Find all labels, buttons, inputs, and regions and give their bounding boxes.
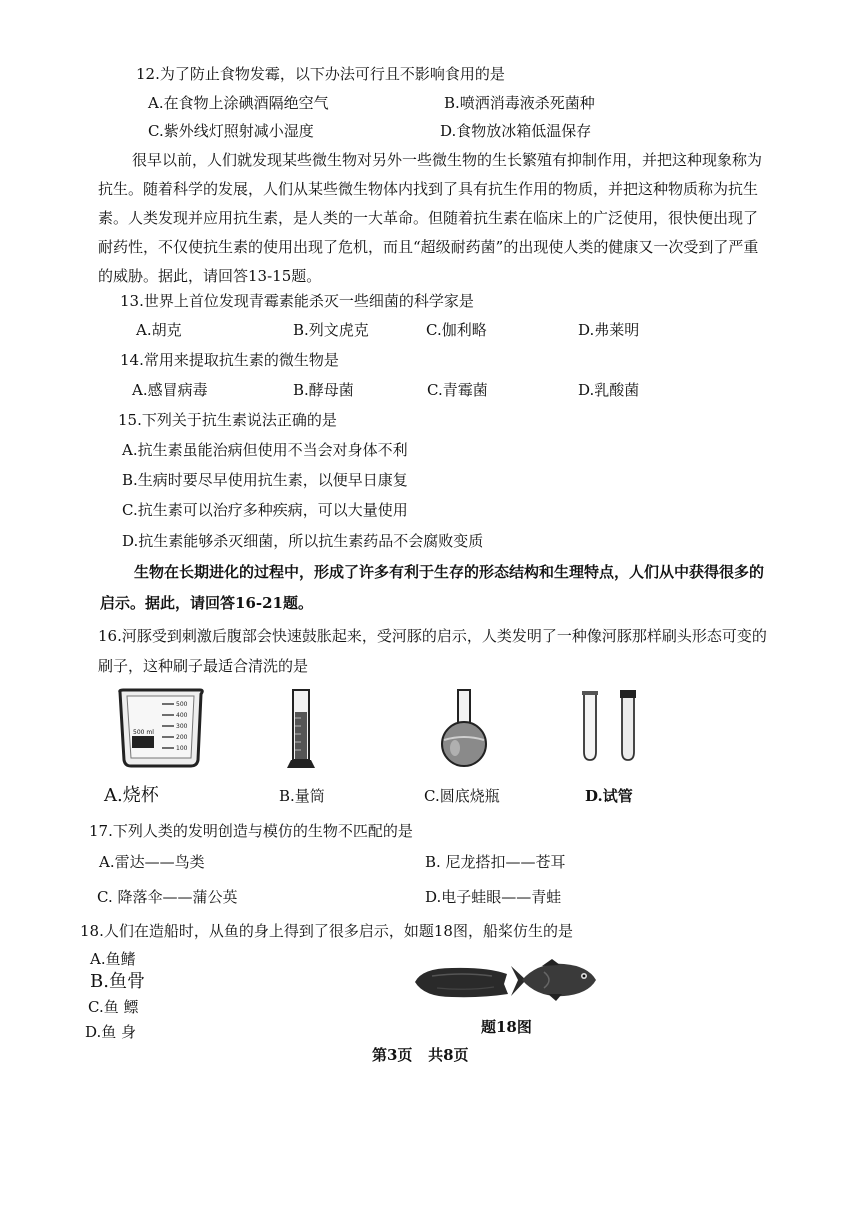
beaker-mark-300: 300 — [176, 723, 188, 730]
round-bottom-flask-image — [438, 688, 490, 768]
q16-option-b: B.量筒 — [279, 787, 325, 805]
passage-antibiotics-text: 很早以前，人们就发现某些微生物对另外一些微生物的生长繁殖有抑制作用，并把这种现象称为抗生。随着科学的发展，人们从某些微生物体内找到了具有抗生作用的物质，并把这种物质称为抗生素。人类发现并应用抗生素，是人类的一大革命。但随着抗生素在临床上的广泛使用，很快便出现了耐药性，不仅使抗生素的使用出现了危机，而且“超级耐药菌”的出现使人类的健康又一次受到了严重的威胁。据此，请回答13-15题。 — [98, 151, 763, 285]
q12-option-d: D.食物放冰箱低温保存 — [440, 122, 592, 140]
page-footer: 第3页 共8页 — [372, 1046, 469, 1064]
fish-body-image — [412, 962, 510, 1002]
q17-stem: 17.下列人类的发明创造与模仿的生物不匹配的是 — [89, 822, 413, 840]
q18-option-b: B.鱼骨 — [90, 971, 145, 992]
q16-option-d: D.试管 — [585, 787, 633, 805]
beaker-mark-500: 500 — [176, 701, 188, 708]
beaker-image — [118, 688, 204, 768]
q13-option-b: B.列文虎克 — [293, 321, 369, 339]
q18-option-a: A.鱼鳍 — [90, 950, 136, 968]
passage-antibiotics — [98, 146, 768, 291]
q12-option-c: C.紫外线灯照射减小湿度 — [148, 122, 314, 140]
q15-option-d: D.抗生素能够杀灭细菌，所以抗生素药品不会腐败变质 — [122, 532, 484, 550]
q13-stem: 13.世界上首位发现青霉素能杀灭一些细菌的科学家是 — [120, 292, 474, 310]
beaker-label-plate — [132, 736, 154, 748]
q12-option-a: A.在食物上涂碘酒隔绝空气 — [148, 94, 329, 112]
q18-stem: 18.人们在造船时，从鱼的身上得到了很多启示，如题18图，船桨仿生的是 — [80, 922, 573, 940]
q14-option-c: C.青霉菌 — [427, 381, 488, 399]
q14-option-a: A.感冒病毒 — [132, 381, 208, 399]
q16-option-c: C.圆底烧瓶 — [424, 787, 500, 805]
q12-stem: 12.为了防止食物发霉，以下办法可行且不影响食用的是 — [136, 65, 505, 83]
q13-option-a: A.胡克 — [136, 321, 182, 339]
q15-option-c: C.抗生素可以治疗多种疾病，可以大量使用 — [122, 501, 408, 519]
q13-option-d: D.弗莱明 — [578, 321, 640, 339]
q15-stem: 15.下列关于抗生素说法正确的是 — [118, 411, 337, 429]
q15-option-b: B.生病时要尽早使用抗生素，以便早日康复 — [122, 471, 408, 489]
q18-figure-caption: 题18图 — [481, 1018, 532, 1036]
passage-bionics — [100, 557, 770, 619]
beaker-volume-label: 500 ml — [133, 729, 154, 736]
test-tubes-image — [580, 688, 640, 762]
q14-stem: 14.常用来提取抗生素的微生物是 — [120, 351, 339, 369]
q17-option-c: C. 降落伞——蒲公英 — [97, 888, 238, 906]
beaker-mark-200: 200 — [176, 734, 188, 741]
beaker-mark-400: 400 — [176, 712, 188, 719]
q18-option-d: D.鱼 身 — [85, 1023, 137, 1041]
passage-bionics-text: 生物在长期进化的过程中，形成了许多有利于生存的形态结构和生理特点，人们从中获得很多的启示。据此，请回答16-21题。 — [100, 563, 765, 612]
q15-option-a: A.抗生素虽能治病但使用不当会对身体不利 — [122, 441, 408, 459]
q17-option-a: A.雷达——鸟类 — [99, 853, 205, 871]
q17-option-d: D.电子蛙眼——青蛙 — [425, 888, 562, 906]
q16-option-a: A.烧杯 — [104, 785, 159, 806]
q13-option-c: C.伽利略 — [426, 321, 487, 339]
q17-option-b: B. 尼龙搭扣——苍耳 — [425, 853, 566, 871]
q16-stem: 16.河豚受到刺激后腹部会快速鼓胀起来，受河豚的启示，人类发明了一种像河豚那样刷头形态可变的刷子，这种刷子最适合清洗的是 — [98, 627, 767, 675]
q12-option-b: B.喷洒消毒液杀死菌种 — [444, 94, 595, 112]
q14-option-b: B.酵母菌 — [293, 381, 354, 399]
fish-image — [508, 958, 598, 1002]
q18-option-c: C.鱼 鳔 — [88, 998, 139, 1016]
q14-option-d: D.乳酸菌 — [578, 381, 640, 399]
graduated-cylinder-image — [286, 688, 316, 772]
beaker-mark-100: 100 — [176, 745, 188, 752]
